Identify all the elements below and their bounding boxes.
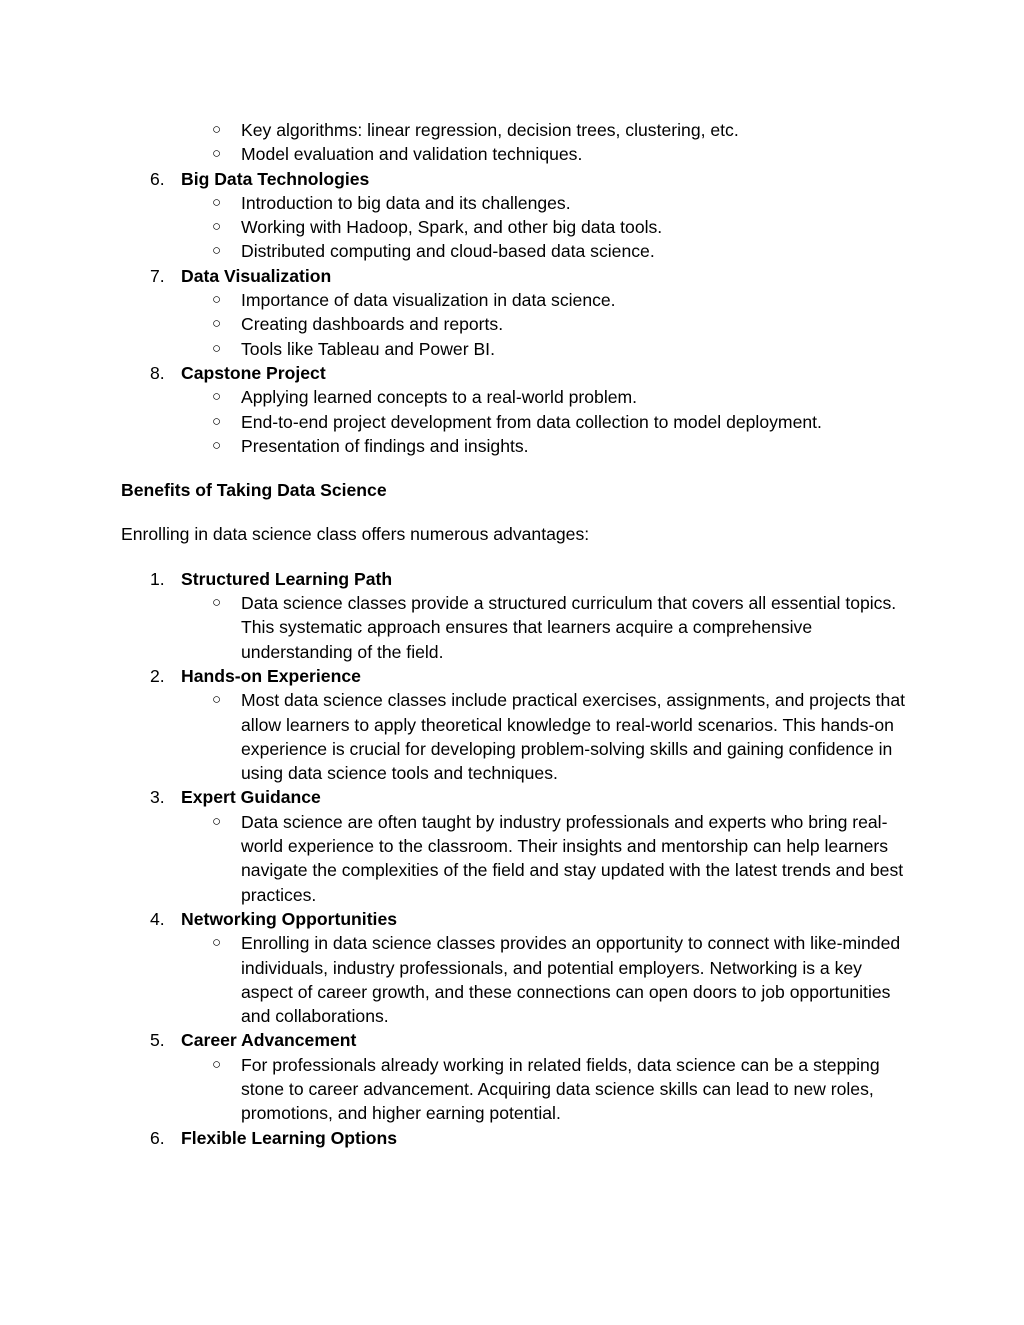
list-item xyxy=(0,410,1024,434)
hollow-circle-bullet-icon: ○ xyxy=(212,1055,222,1073)
intro-paragraph: Enrolling in data science class offers numerous advantages: xyxy=(121,524,590,545)
benefit-description: Most data science classes include practical exercises, assignments, and projects that allow learners to apply theoretical knowledge to real-world scenarios. This hands-on experience is crucial for developing problem-solving skills and gaining confidence in using data science tools and techniques. xyxy=(241,690,905,784)
hollow-circle-bullet-icon: ○ xyxy=(212,193,222,211)
list-item xyxy=(0,118,1024,142)
list-item xyxy=(0,1053,1024,1126)
module-title: Big Data Technologies xyxy=(181,168,370,189)
list-number: 7. xyxy=(150,265,165,286)
list-item xyxy=(0,142,1024,166)
list-number: 3. xyxy=(150,787,165,808)
list-item xyxy=(0,591,1024,664)
benefit-heading xyxy=(0,664,1024,688)
hollow-circle-bullet-icon: ○ xyxy=(212,691,222,709)
benefit-description: Data science classes provide a structured curriculum that covers all essential topics. This systematic approach ensures that learners acquire a comprehensive understanding of the field. xyxy=(241,593,897,662)
sub-item-text: Tools like Tableau and Power BI. xyxy=(241,338,495,359)
hollow-circle-bullet-icon: ○ xyxy=(212,315,222,333)
list-item xyxy=(0,385,1024,409)
list-item xyxy=(0,312,1024,336)
hollow-circle-bullet-icon: ○ xyxy=(212,291,222,309)
spacer xyxy=(0,502,1024,522)
list-item xyxy=(0,239,1024,263)
sub-item-text: Applying learned concepts to a real-world problem. xyxy=(241,387,638,408)
hollow-circle-bullet-icon: ○ xyxy=(212,388,222,406)
list-number: 1. xyxy=(150,568,165,589)
hollow-circle-bullet-icon: ○ xyxy=(212,145,222,163)
benefit-description: For professionals already working in related fields, data science can be a stepping stone to career advancement. Acquiring data science skills can lead to new roles, promotions, and higher earning potential. xyxy=(241,1054,880,1124)
list-number: 6. xyxy=(150,1127,165,1148)
hollow-circle-bullet-icon: ○ xyxy=(212,218,222,236)
benefit-title: Networking Opportunities xyxy=(181,908,398,929)
benefit-heading xyxy=(0,1126,1024,1150)
spacer xyxy=(0,547,1024,567)
sub-item-text: Key algorithms: linear regression, decision trees, clustering, etc. xyxy=(241,120,739,140)
benefit-heading xyxy=(0,1028,1024,1052)
list-item xyxy=(0,337,1024,361)
list-number: 2. xyxy=(150,665,165,686)
hollow-circle-bullet-icon: ○ xyxy=(212,812,222,830)
section-heading: Benefits of Taking Data Science xyxy=(121,480,387,501)
benefit-heading xyxy=(0,907,1024,931)
hollow-circle-bullet-icon: ○ xyxy=(212,436,222,454)
list-item xyxy=(0,810,1024,907)
hollow-circle-bullet-icon: ○ xyxy=(212,339,222,357)
hollow-circle-bullet-icon: ○ xyxy=(212,934,222,952)
list-number: 5. xyxy=(150,1030,165,1051)
module-title: Data Visualization xyxy=(181,265,332,286)
list-number: 6. xyxy=(150,168,165,189)
sub-item-text: Presentation of findings and insights. xyxy=(241,435,529,456)
module-heading xyxy=(0,361,1024,385)
benefit-title: Hands-on Experience xyxy=(181,665,361,686)
benefit-title: Structured Learning Path xyxy=(181,568,393,589)
list-item xyxy=(0,288,1024,312)
sub-item-text: End-to-end project development from data collection to model deployment. xyxy=(241,411,822,432)
sub-item-text: Model evaluation and validation techniques. xyxy=(241,144,583,165)
benefit-title: Flexible Learning Options xyxy=(181,1127,398,1148)
list-item xyxy=(0,931,1024,1028)
list-item xyxy=(0,191,1024,215)
list-item xyxy=(0,688,1024,785)
list-item xyxy=(0,434,1024,458)
benefit-heading xyxy=(0,567,1024,591)
sub-item-text: Introduction to big data and its challenges. xyxy=(241,192,571,213)
hollow-circle-bullet-icon: ○ xyxy=(212,594,222,612)
hollow-circle-bullet-icon: ○ xyxy=(212,121,222,138)
list-number: 4. xyxy=(150,908,165,929)
module-heading xyxy=(0,264,1024,288)
benefit-description: Enrolling in data science classes provides an opportunity to connect with like-minded individuals, industry professionals, and potential employers. Networking is a key aspect of career growth, and these connections can open doors to job opportunities and collaborations. xyxy=(241,933,901,1027)
module-heading xyxy=(0,167,1024,191)
sub-item-text: Working with Hadoop, Spark, and other big data tools. xyxy=(241,217,663,238)
hollow-circle-bullet-icon: ○ xyxy=(212,412,222,430)
hollow-circle-bullet-icon: ○ xyxy=(212,242,222,260)
list-number: 8. xyxy=(150,362,165,383)
list-item xyxy=(0,215,1024,239)
module-title: Capstone Project xyxy=(181,362,326,383)
sub-item-text: Distributed computing and cloud-based data science. xyxy=(241,241,655,262)
sub-item-text: Creating dashboards and reports. xyxy=(241,314,504,335)
benefit-title: Career Advancement xyxy=(181,1030,357,1051)
spacer xyxy=(0,458,1024,478)
sub-item-text: Importance of data visualization in data science. xyxy=(241,290,616,311)
benefit-description: Data science are often taught by industry professionals and experts who bring real-world experience to the classroom. Their insights and mentorship can help learners navigate the complexities of the field and stay updated with the latest trends and best practices. xyxy=(241,811,904,905)
document-page xyxy=(0,118,1024,1150)
benefit-heading xyxy=(0,785,1024,809)
benefit-title: Expert Guidance xyxy=(181,787,321,808)
